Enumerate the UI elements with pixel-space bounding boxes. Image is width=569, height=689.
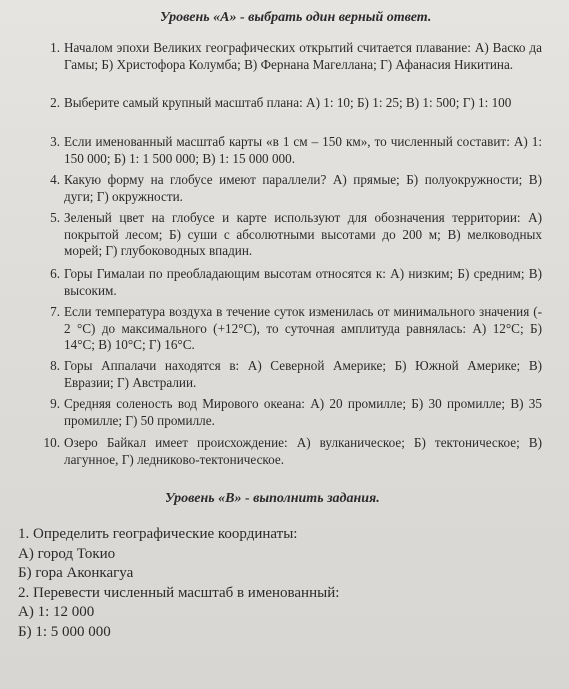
question-10	[43, 435, 542, 468]
question-8	[50, 358, 542, 391]
task-1-prompt: 1. Определить географические координаты:	[18, 526, 298, 542]
question-4	[50, 172, 542, 205]
level-a-title: Уровень «А» - выбрать один верный ответ.	[160, 10, 432, 25]
question-text: Если именованный масштаб карты «в 1 см – 150 км», то численный составит: А) 1: 150 000; Б) 1: 1 500 000; В) 1: 15 000 000.	[64, 134, 542, 166]
question-number: 3.	[50, 134, 60, 149]
question-text: Выберите самый крупный масштаб плана: А) 1: 10; Б) 1: 25; В) 1: 500; Г) 1: 100	[64, 95, 512, 110]
task-2-item-b: Б) 1: 5 000 000	[18, 624, 111, 640]
question-text: Какую форму на глобусе имеют параллели? А) прямые; Б) полуокружности; В) дуги; Г) окружности.	[64, 172, 542, 204]
question-number: 1.	[50, 40, 60, 55]
question-2	[50, 95, 542, 112]
question-number: 6.	[50, 266, 60, 281]
question-number: 8.	[50, 358, 60, 373]
question-text: Горы Гималаи по преобладающим высотам относятся к: А) низким; Б) средним; В) высоким.	[64, 266, 542, 298]
question-text: Горы Аппалачи находятся в: А) Северной Америке; Б) Южной Америке; В) Евразии; Г) Австралии.	[64, 358, 542, 390]
question-text: Средняя соленость вод Мирового океана: А) 20 промилле; Б) 30 промилле; В) 35 промилле; Г) 50 промилле.	[64, 396, 542, 428]
question-6	[50, 266, 542, 299]
question-number: 9.	[50, 396, 60, 411]
question-3	[50, 134, 542, 167]
question-text: Озеро Байкал имеет происхождение: А) вулканическое; Б) тектоническое; В) лагунное, Г) ледниково-тектоническое.	[64, 435, 542, 467]
task-2-item-a: А) 1: 12 000	[18, 604, 95, 620]
task-1-item-a: А) город Токио	[18, 546, 116, 562]
question-text: Началом эпохи Великих географических открытий считается плавание: А) Васко да Гамы; Б) Христофора Колумба; В) Фернана Магеллана; Г) Афанасия Никитина.	[64, 40, 542, 72]
question-text: Зеленый цвет на глобусе и карте используют для обозначения территории: А) покрытой лесом; Б) суши с абсолютными высотами до 200 м; В) мелководных морей; Г) глубоководных впадин.	[64, 210, 542, 258]
question-5	[50, 210, 542, 260]
question-9	[50, 396, 542, 429]
question-number: 5.	[50, 210, 60, 225]
level-b-title: Уровень «В» - выполнить задания.	[165, 491, 380, 506]
task-1-item-b: Б) гора Аконкагуа	[18, 565, 134, 581]
task-2-prompt: 2. Перевести численный масштаб в именованный:	[18, 585, 340, 601]
question-text: Если температура воздуха в течение суток изменилась от минимального значения (- 2 °С) до максимального (+12°С), то суточная амплитуда равнялась: А) 12°С; Б) 14°С; В) 10°С; Г) 16°С.	[64, 304, 542, 352]
question-number: 10.	[43, 435, 60, 450]
question-number: 7.	[50, 304, 60, 319]
question-number: 2.	[50, 95, 60, 110]
question-1	[50, 40, 542, 73]
question-number: 4.	[50, 172, 60, 187]
question-7	[50, 304, 542, 354]
